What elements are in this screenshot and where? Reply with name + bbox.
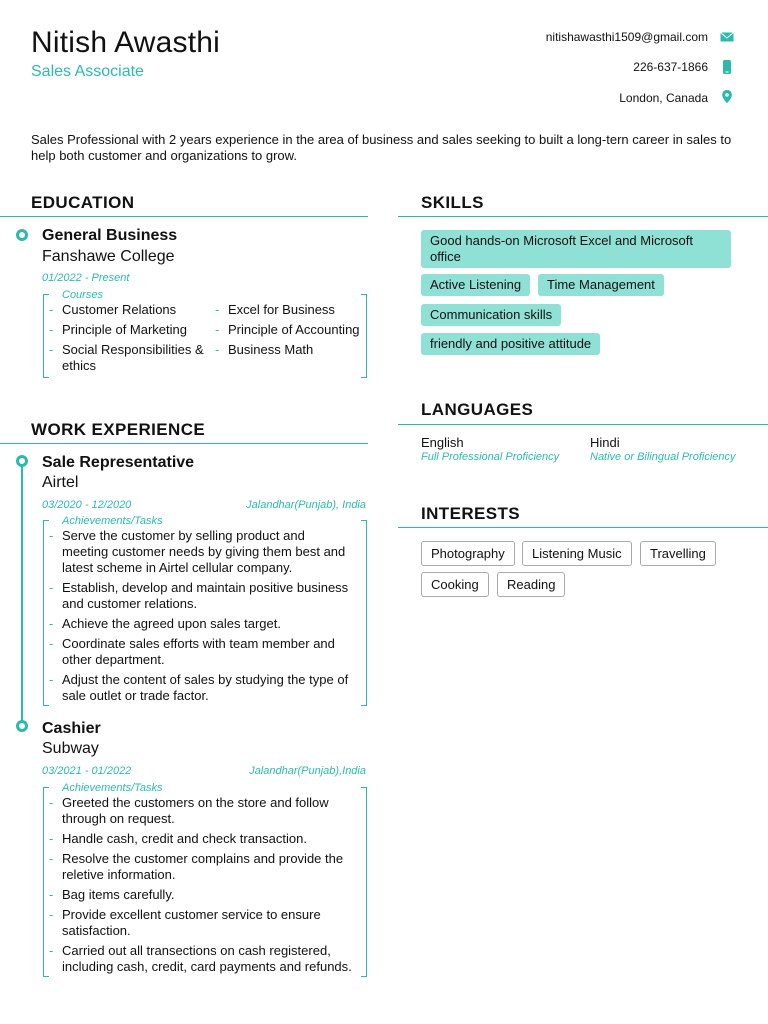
job-company: Airtel (42, 474, 79, 491)
tasks-list (48, 528, 354, 708)
bracket-right (361, 787, 367, 977)
education-degree: General Business (42, 227, 178, 244)
job-location: Jalandhar(Punjab),India (249, 765, 366, 777)
skill-tag: Communication skills (421, 304, 561, 326)
education-date: 01/2022 - Present (42, 272, 130, 284)
tasks-label: Achievements/Tasks (62, 782, 163, 794)
location-text: London, Canada (619, 91, 708, 105)
interest-tag: Reading (497, 572, 565, 597)
tasks-label: Achievements/Tasks (62, 515, 163, 527)
courses-label: Courses (62, 289, 103, 301)
course-item: - Social Responsibilities & ethics (48, 342, 208, 374)
job-position: Cashier (42, 720, 101, 737)
email-text[interactable]: nitishawasthi1509@gmail.com (545, 30, 708, 44)
task-item: - Greeted the customers on the store and follow through on request. (48, 795, 354, 827)
timeline-marker (16, 455, 28, 467)
tasks-list (48, 795, 354, 979)
course-item: - Business Math (214, 342, 364, 358)
phone-icon (720, 60, 734, 74)
task-item: - Serve the customer by selling product and meeting customer needs by giving them best and latest scheme in Airtel cellular company. (48, 528, 354, 576)
skill-tag: Time Management (538, 274, 664, 296)
interest-tag: Travelling (640, 541, 716, 566)
task-item: - Resolve the customer complains and provide the reletive information. (48, 851, 354, 883)
work-divider (0, 443, 368, 444)
language-level: Native or Bilingual Proficiency (590, 451, 736, 463)
skill-tag: friendly and positive attitude (421, 333, 600, 355)
task-item: - Achieve the agreed upon sales target. (48, 616, 354, 632)
task-item: - Establish, develop and maintain positive business and customer relations. (48, 580, 354, 612)
interest-tag: Listening Music (522, 541, 632, 566)
languages-heading: LANGUAGES (421, 400, 534, 419)
skill-tag: Active Listening (421, 274, 530, 296)
summary-text: Sales Professional with 2 years experience in the area of business and sales seeking to built a long-tern career in sales to help both customer and organizations to grow. (31, 132, 732, 163)
task-item: - Handle cash, credit and check transaction. (48, 831, 354, 847)
phone-text[interactable]: 226-637-1866 (633, 60, 708, 74)
course-item: - Excel for Business (214, 302, 364, 318)
course-item: - Customer Relations (48, 302, 208, 318)
course-item: - Principle of Marketing (48, 322, 208, 338)
task-item: - Provide excellent customer service to ensure satisfaction. (48, 907, 354, 939)
job-company: Subway (42, 740, 99, 757)
job-date: 03/2021 - 01/2022 (42, 765, 132, 777)
candidate-role: Sales Associate (31, 63, 144, 80)
language-name: English (421, 435, 464, 450)
courses-list-left (48, 302, 208, 378)
candidate-name: Nitish Awasthi (31, 26, 220, 59)
skills-divider (398, 216, 768, 217)
bracket-right (361, 520, 367, 706)
task-item: - Coordinate sales efforts with team member and other department. (48, 636, 354, 668)
interest-tag: Photography (421, 541, 515, 566)
skills-heading: SKILLS (421, 193, 484, 212)
education-school: Fanshawe College (42, 248, 175, 265)
language-level: Full Professional Proficiency (421, 451, 560, 463)
interests-divider (398, 527, 768, 528)
interest-tag: Cooking (421, 572, 489, 597)
interests-heading: INTERESTS (421, 504, 521, 523)
timeline-marker (16, 229, 28, 241)
timeline-marker (16, 720, 28, 732)
task-item: - Bag items carefully. (48, 887, 354, 903)
envelope-icon (720, 30, 734, 44)
skill-tag: Good hands-on Microsoft Excel and Microsoft office (421, 230, 731, 268)
courses-list-right (214, 302, 364, 362)
job-date: 03/2020 - 12/2020 (42, 499, 132, 511)
job-location: Jalandhar(Punjab), India (246, 499, 366, 511)
timeline-line (21, 462, 23, 724)
languages-divider (398, 424, 768, 425)
task-item: - Adjust the content of sales by studying the type of sale outlet or trade factor. (48, 672, 354, 704)
course-item: - Principle of Accounting (214, 322, 364, 338)
language-name: Hindi (590, 435, 620, 450)
task-item: - Carried out all transections on cash registered, including cash, credit, card payments and refunds. (48, 943, 354, 975)
education-heading: EDUCATION (31, 193, 135, 212)
job-position: Sale Representative (42, 454, 195, 471)
education-divider (0, 216, 368, 217)
work-heading: WORK EXPERIENCE (31, 420, 206, 439)
map-pin-icon (720, 90, 734, 104)
